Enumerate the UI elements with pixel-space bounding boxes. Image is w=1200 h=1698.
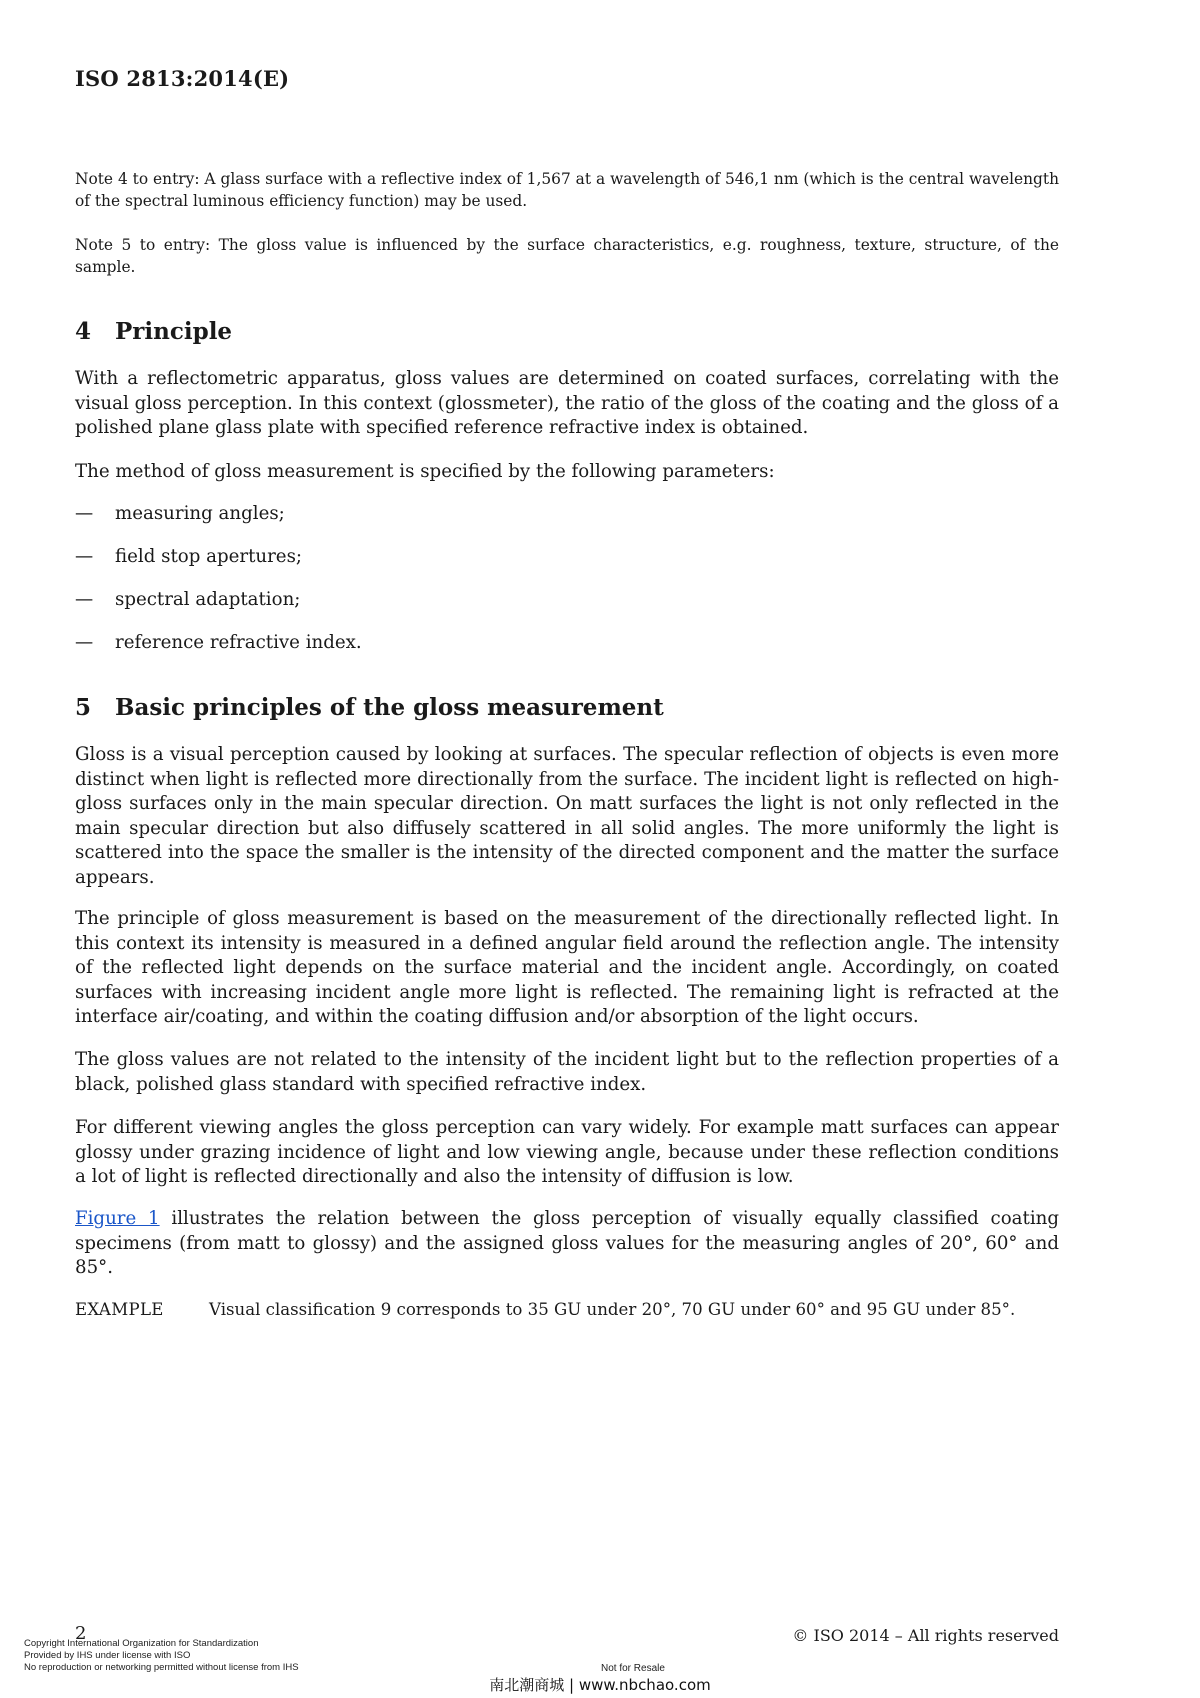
license-line: Copyright International Organization for Standardization (24, 1638, 259, 1649)
section-5-paragraph-2: The principle of gloss measurement is based on the measurement of the directionally reflected light. In this context its intensity is measured in a defined angular field around the reflection angle. The intensity of the reflected light depends on the surface material and the incident angle. Accordingly, on coated surfaces with increasing incident angle more light is reflected. The remaining light is refracted at the interface air/coating, and within the coating diffusion and/or absorption of the light occurs. (75, 908, 1059, 1028)
list-item (75, 546, 302, 567)
section-5-heading (75, 694, 664, 721)
list-item-text: field stop apertures; (115, 546, 303, 567)
list-item-text: measuring angles; (115, 503, 285, 524)
section-4-paragraph-2: The method of gloss measurement is specified by the following parameters: (75, 461, 775, 482)
list-dash: — (75, 503, 94, 524)
section-5-paragraph-3: The gloss values are not related to the intensity of the incident light but to the reflection properties of a black, polished glass standard with specified refractive index. (75, 1049, 1059, 1095)
section-4-title: Principle (115, 318, 233, 345)
section-4-paragraph-1: With a reflectometric apparatus, gloss values are determined on coated surfaces, correlating with the visual gloss perception. In this context (glossmeter), the ratio of the gloss of the coating and the gloss of a polished plane glass plate with specified reference refractive index is obtained. (75, 368, 1059, 439)
note-5: Note 5 to entry: The gloss value is influenced by the surface characteristics, e.g. roughness, texture, structure, of the sample. (75, 236, 1059, 276)
figure-paragraph-text: illustrates the relation between the gloss perception of visually equally classified coating specimens (from matt to glossy) and the assigned gloss values for the measuring angles of 20°, 60° and 85°. (75, 1208, 1060, 1279)
not-for-resale-label: Not for Resale (601, 1663, 665, 1674)
example-text: Visual classification 9 corresponds to 35 GU under 20°, 70 GU under 60° and 95 GU under 85°. (209, 1300, 1016, 1319)
footer-copyright: © ISO 2014 – All rights reserved (792, 1626, 1059, 1645)
list-item (75, 503, 285, 524)
list-item (75, 632, 362, 653)
section-5-paragraph-4: For different viewing angles the gloss perception can vary widely. For example matt surfaces can appear glossy under grazing incidence of light and low viewing angle, because under these reflection conditions a lot of light is reflected directionally and also the intensity of diffusion is low. (75, 1117, 1059, 1188)
example-block (75, 1300, 1015, 1319)
license-line: No reproduction or networking permitted without license from IHS (24, 1662, 299, 1673)
list-dash: — (75, 632, 94, 653)
figure-1-link[interactable]: Figure 1 (75, 1208, 160, 1229)
site-watermark-text: 南北潮商城 | www.nbchao.com (489, 1676, 711, 1694)
section-4-number: 4 (75, 318, 92, 345)
document-header-title: ISO 2813:2014(E) (75, 66, 290, 91)
page-number: 2 (75, 1623, 87, 1644)
list-item-text: reference refractive index. (115, 632, 362, 653)
section-5-paragraph-1: Gloss is a visual perception caused by looking at surfaces. The specular reflection of objects is even more distinct when light is reflected more directionally from the surface. The incident light is reflected on high-gloss surfaces only in the main specular direction. On matt surfaces the light is not only reflected in the main specular direction but also diffusely scattered in all solid angles. The more uniformly the light is scattered into the space the smaller is the intensity of the directed component and the matter the surface appears. (75, 744, 1059, 888)
section-5-figure-paragraph (75, 1207, 1059, 1281)
note-4: Note 4 to entry: A glass surface with a reflective index of 1,567 at a wavelength of 546,1 nm (which is the central wavelength of the spectral luminous efficiency function) may be used. (75, 170, 1059, 210)
license-line: Provided by IHS under license with ISO (24, 1650, 191, 1661)
list-item (75, 589, 300, 610)
section-4-heading (75, 318, 232, 345)
list-dash: — (75, 546, 94, 567)
example-label: EXAMPLE (75, 1300, 164, 1319)
list-dash: — (75, 589, 94, 610)
section-5-number: 5 (75, 694, 92, 721)
list-item-text: spectral adaptation; (115, 589, 301, 610)
section-5-title: Basic principles of the gloss measurement (115, 694, 664, 721)
